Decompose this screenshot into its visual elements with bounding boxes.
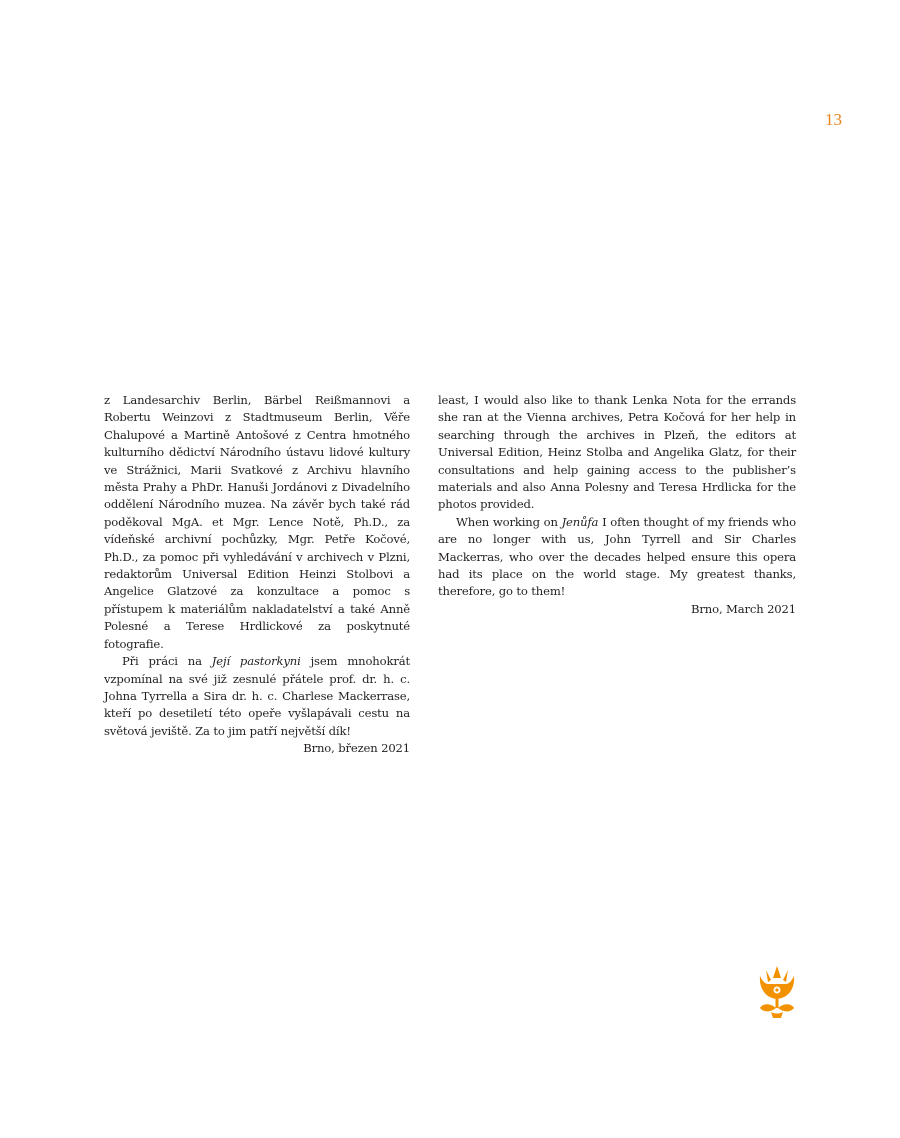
english-opera-title: Jenůfa [561,514,599,529]
czech-acknowledgements-column [104,392,410,758]
czech-paragraph-1: z Landesarchiv Berlin, Bärbel Reißmannovi a Robertu Weinzovi z Stadtmuseum Berlin, Věře Chalupové a Martině Antošové z Centra hmotného kulturního dědictví Národního ústavu lidové kultury ve Strážnici, Marii Svatkové z Archivu hlavního města Prahy a PhDr. Hanuši Jordánovi z Divadelního oddělení Národního muzea. Na závěr bych také rád poděkoval MgA. et Mgr. Lence Notě, Ph.D., za vídeňské archivní pochůzky, Mgr. Petře Kočové, Ph.D., za pomoc při vyhledávání v archivech v Plzni, redaktorům Universal Edition Heinzi Stolbovi a Angelice Glatzové za konzultace a pomoc s přístupem k materiálům nakladatelství a také Anně Polesné a Terese Hrdlickové za poskytnuté fotografie. [104,393,410,651]
czech-paragraph-2-end: jsem mnohokrát vzpomínal na své již zesnulé přátele prof. dr. h. c. Johna Tyrrella a Sira dr. h. c. Charlese Mackerrase, kteří po desetiletí této opeře vyšlapávali cestu na světová jeviště. Za to jim patří největší dík! [104,654,410,738]
czech-opera-title: Její pastorkyni [211,654,301,669]
english-paragraph-1: least, I would also like to thank Lenka Nota for the errands she ran at the Vienna archives, Petra Kočová for her help in searching through the archives in Plzeň, the editors at Universal Edition, Heinz Stolba and Angelika Glatz, for their consultations and help gaining access to the publisher’s materials and also Anna Polesny and Teresa Hrdlicka for the photos provided. [438,393,796,512]
czech-signature: Brno, březen 2021 [303,741,410,756]
czech-paragraph-2 [104,653,410,740]
orange-tulip-flower-icon [757,966,797,1018]
english-acknowledgements-column [438,392,796,618]
english-signature: Brno, March 2021 [691,601,796,616]
page-number: 13 [825,110,842,129]
czech-paragraph-2-start: Při práci na [122,654,212,669]
english-paragraph-2 [438,514,796,601]
english-paragraph-2-end: I often thought of my friends who are no longer with us, John Tyrrell and Sir Charles Mackerras, who over the decades helped ensure this opera had its place on the world stage. My greatest thanks, therefore, go to them! [438,514,796,599]
english-paragraph-2-start: When working on [456,514,562,529]
